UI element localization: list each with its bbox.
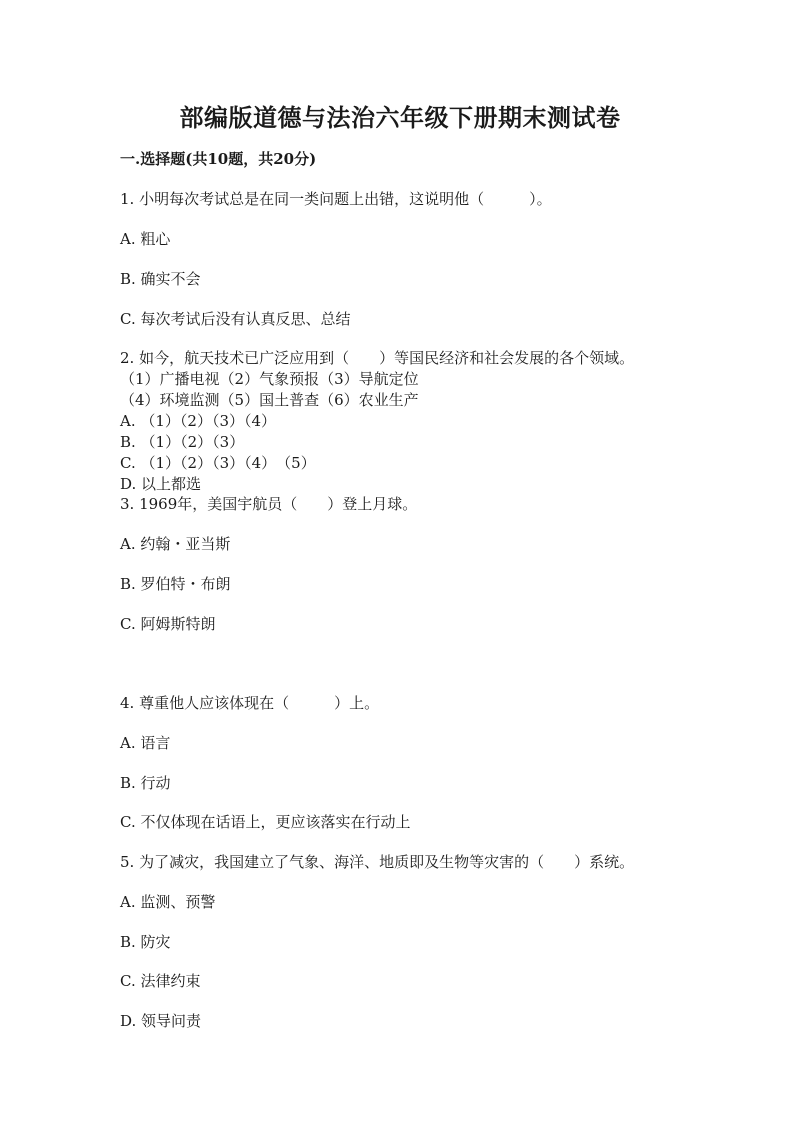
question-3-option-b: B. 罗伯特・布朗 — [120, 575, 231, 593]
question-3-stem: 3. 1969年，美国宇航员（ ）登上月球。 — [120, 495, 418, 513]
question-1-option-a: A. 粗心 — [120, 230, 171, 248]
section-heading: 一.选择题(共10题，共20分) — [120, 150, 317, 168]
question-1-option-c: C. 每次考试后没有认真反思、总结 — [120, 310, 351, 328]
question-4-option-c: C. 不仅体现在话语上，更应该落实在行动上 — [120, 813, 411, 831]
question-5-option-d: D. 领导问责 — [120, 1012, 202, 1030]
question-5-option-b: B. 防灾 — [120, 933, 171, 951]
question-2-extra-line-2: （4）环境监测（5）国土普查（6）农业生产 — [120, 391, 419, 409]
question-2-option-a: A. （1）（2）（3）（4） — [120, 412, 277, 430]
question-2-option-b: B. （1）（2）（3） — [120, 433, 245, 451]
question-1-stem: 1. 小明每次考试总是在同一类问题上出错，这说明他（ ）。 — [120, 190, 552, 208]
question-4-stem: 4. 尊重他人应该体现在（ ）上。 — [120, 694, 380, 712]
question-2-option-d: D. 以上都选 — [120, 475, 202, 493]
question-3-option-c: C. 阿姆斯特朗 — [120, 615, 216, 633]
question-4-option-b: B. 行动 — [120, 774, 171, 792]
question-3-option-a: A. 约翰・亚当斯 — [120, 535, 231, 553]
question-2-stem: 2. 如今，航天技术已广泛应用到（ ）等国民经济和社会发展的各个领域。 — [120, 349, 635, 367]
question-5-option-a: A. 监测、预警 — [120, 893, 216, 911]
question-4-option-a: A. 语言 — [120, 734, 171, 752]
question-5-stem: 5. 为了减灾，我国建立了气象、海洋、地质即及生物等灾害的（ ）系统。 — [120, 853, 635, 871]
question-2-option-c: C. （1）（2）（3）（4） （5） — [120, 454, 316, 472]
page-title: 部编版道德与法治六年级下册期末测试卷 — [179, 103, 621, 132]
question-2-extra-line-1: （1）广播电视（2）气象预报（3）导航定位 — [120, 370, 419, 388]
question-5-option-c: C. 法律约束 — [120, 972, 201, 990]
question-1-option-b: B. 确实不会 — [120, 270, 201, 288]
